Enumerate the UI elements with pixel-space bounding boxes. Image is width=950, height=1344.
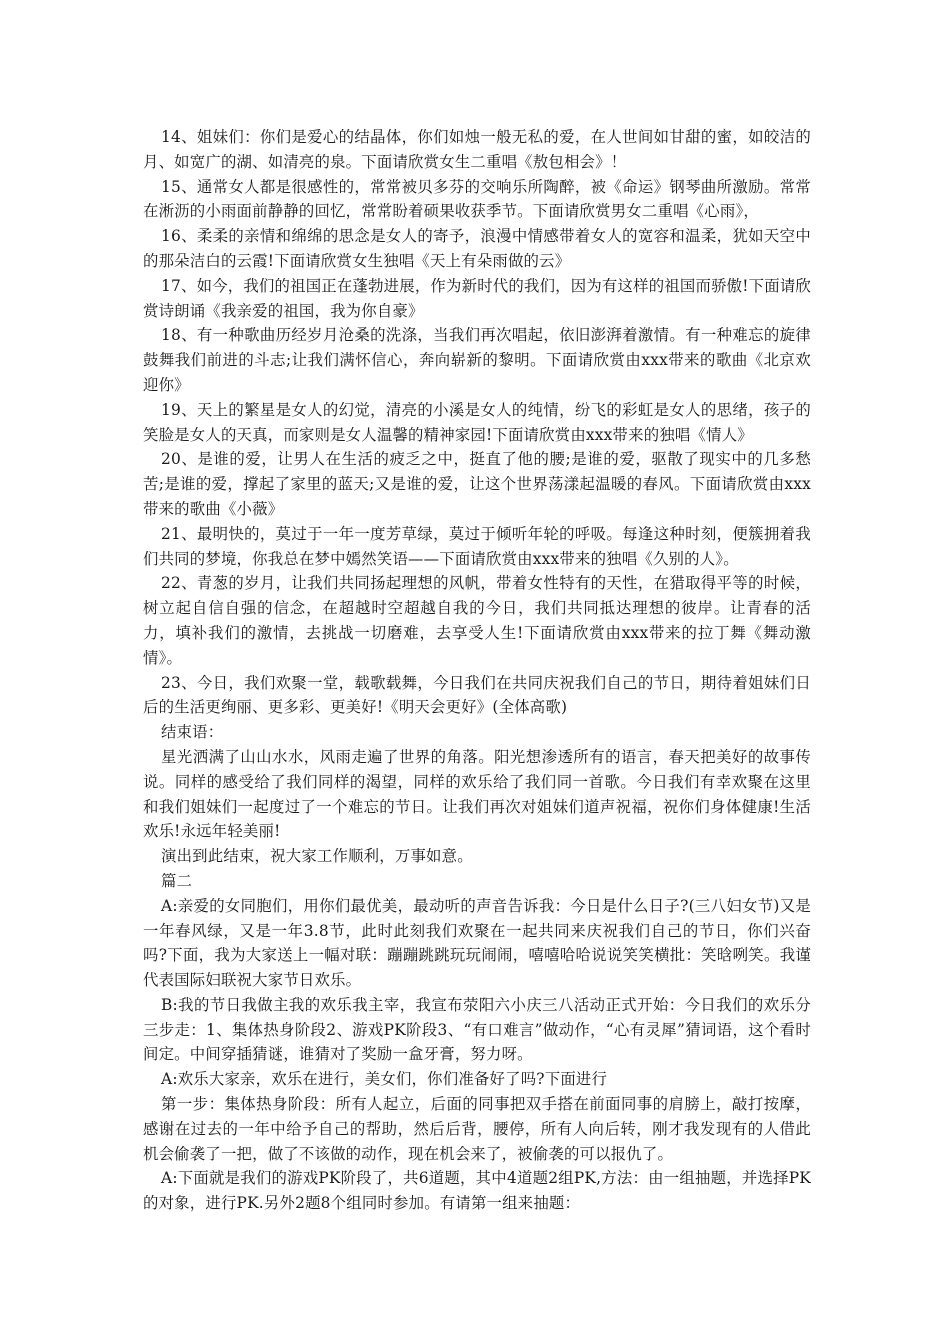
section-heading-part-two: 篇二 (161, 871, 193, 890)
paragraph-19: 19、天上的繁星是女人的幻觉，清亮的小溪是女人的纯情，纷飞的彩虹是女人的思绪，孩子的笑脸是女人的天真，而家则是女人温馨的精神家园!下面请欣赏由xxx带来的独唱《情人》 (143, 400, 811, 444)
closing-paragraph: 星光洒满了山山水水，风雨走遍了世界的角落。阳光想渗透所有的语言，春天把美好的故事传说。同样的感受给了我们同样的渴望，同样的欢乐给了我们同一首歌。今日我们有幸欢聚在这里和我们姐妹们一起度过了一个难忘的节日。让我们再次对姐妹们道声祝福，祝你们身体健康!生活欢乐!永远年轻美丽! (143, 747, 811, 841)
paragraph-17: 17、如今，我们的祖国正在蓬勃进展，作为新时代的我们，因为有这样的祖国而骄傲!下面请欣赏诗朗诵《我亲爱的祖国，我为你自豪》 (143, 276, 811, 320)
step-one-warmup: 第一步：集体热身阶段：所有人起立，后面的同事把双手搭在前面同事的肩膀上，敲打按摩，感谢在过去的一年中给予自己的帮助，然后后背，腰停，所有人向后转，刚才我发现有的人借此机会偷袭了一把，做了不该做的动作，现在机会来了，被偷袭的可以报仇了。 (143, 1095, 811, 1163)
paragraph-22: 22、青葱的岁月，让我们共同扬起理想的风帆，带着女性特有的天性，在猎取得平等的时候，树立起自信自强的信念，在超越时空超越自我的今日，我们共同抵达理想的彼岸。让青春的活力，填补我们的激情，去挑战一切磨难，去享受人生!下面请欣赏由xxx带来的拉丁舞《舞动激情》。 (143, 574, 811, 667)
closing-heading: 结束语： (161, 723, 224, 742)
host-a-transition: A:欢乐大家亲，欢乐在进行，美女们，你们准备好了吗?下面进行 (161, 1070, 608, 1089)
closing-wish: 演出到此结束，祝大家工作顺利，万事如意。 (161, 847, 473, 866)
paragraph-21: 21、最明快的，莫过于一年一度芳草绿，莫过于倾听年轮的呼吸。每逢这种时刻，便簇拥着我们共同的梦境，你我总在梦中嫣然笑语——下面请欣赏由xxx带来的独唱《久别的人》。 (143, 524, 811, 568)
paragraph-14: 14、姐妹们：你们是爱心的结晶体，你们如烛一般无私的爱，在人世间如甘甜的蜜，如皎洁的月、如宽广的湖、如清亮的泉。下面请欣赏女生二重唱《敖包相会》！ (143, 128, 811, 171)
host-a-opening: A:亲爱的女同胞们，用你们最优美，最动听的声音告诉我：今日是什么日子?(三八妇女节)又是一年春风绿，又是一年3.8节，此时此刻我们欢聚在一起共同来庆祝我们自己的节日，你们兴奋吗?下面，我为大家送上一幅对联：蹦蹦跳跳玩玩闹闹，嘻嘻哈哈说说笑笑横批：笑晗咧笑。我谨代表国际妇联祝大家节日欢乐。 (143, 896, 811, 990)
paragraph-18: 18、有一种歌曲历经岁月沧桑的洗涤，当我们再次唱起，依旧澎湃着激情。有一种难忘的旋律鼓舞我们前进的斗志;让我们满怀信心，奔向崭新的黎明。下面请欣赏由xxx带来的歌曲《北京欢迎你》 (143, 326, 811, 394)
paragraph-23: 23、今日，我们欢聚一堂，载歌载舞，今日我们在共同庆祝我们自己的节日，期待着姐妹们日后的生活更绚丽、更多彩、更美好!《明天会更好》(全体高歌) (143, 673, 811, 717)
host-a-game-intro: A:下面就是我们的游戏PK阶段了，共6道题，其中4道题2组PK,方法：由一组抽题，并选择PK的对象，进行PK.另外2题8个组同时参加。有请第一组来抽题： (143, 1169, 811, 1213)
paragraph-15: 15、通常女人都是很感性的，常常被贝多芬的交响乐所陶醉，被《命运》钢琴曲所激励。常常在淅沥的小雨面前静静的回忆，常常盼着硕果收获季节。下面请欣赏男女二重唱《心雨》， (143, 177, 811, 221)
paragraph-16: 16、柔柔的亲情和绵绵的思念是女人的寄予，浪漫中情感带着女人的宽容和温柔，犹如天空中的那朵洁白的云霞!下面请欣赏女生独唱《天上有朵雨做的云》 (143, 227, 811, 270)
document-body (143, 125, 811, 1216)
paragraph-20: 20、是谁的爱，让男人在生活的疲乏之中，挺直了他的腰;是谁的爱，驱散了现实中的几多愁苦;是谁的爱，撑起了家里的蓝天;又是谁的爱，让这个世界荡漾起温暖的春风。下面请欣赏由xxx带来的歌曲《小薇》 (143, 450, 811, 518)
host-b-opening: B:我的节日我做主我的欢乐我主宰，我宣布荥阳六小庆三八活动正式开始：今日我们的欢乐分三步走：1、集体热身阶段2、游戏PK阶段3、“有口难言”做动作，“心有灵犀”猜词语，这个看时间定。中间穿插猜谜，谁猜对了奖励一盒牙膏，努力呀。 (143, 995, 811, 1064)
